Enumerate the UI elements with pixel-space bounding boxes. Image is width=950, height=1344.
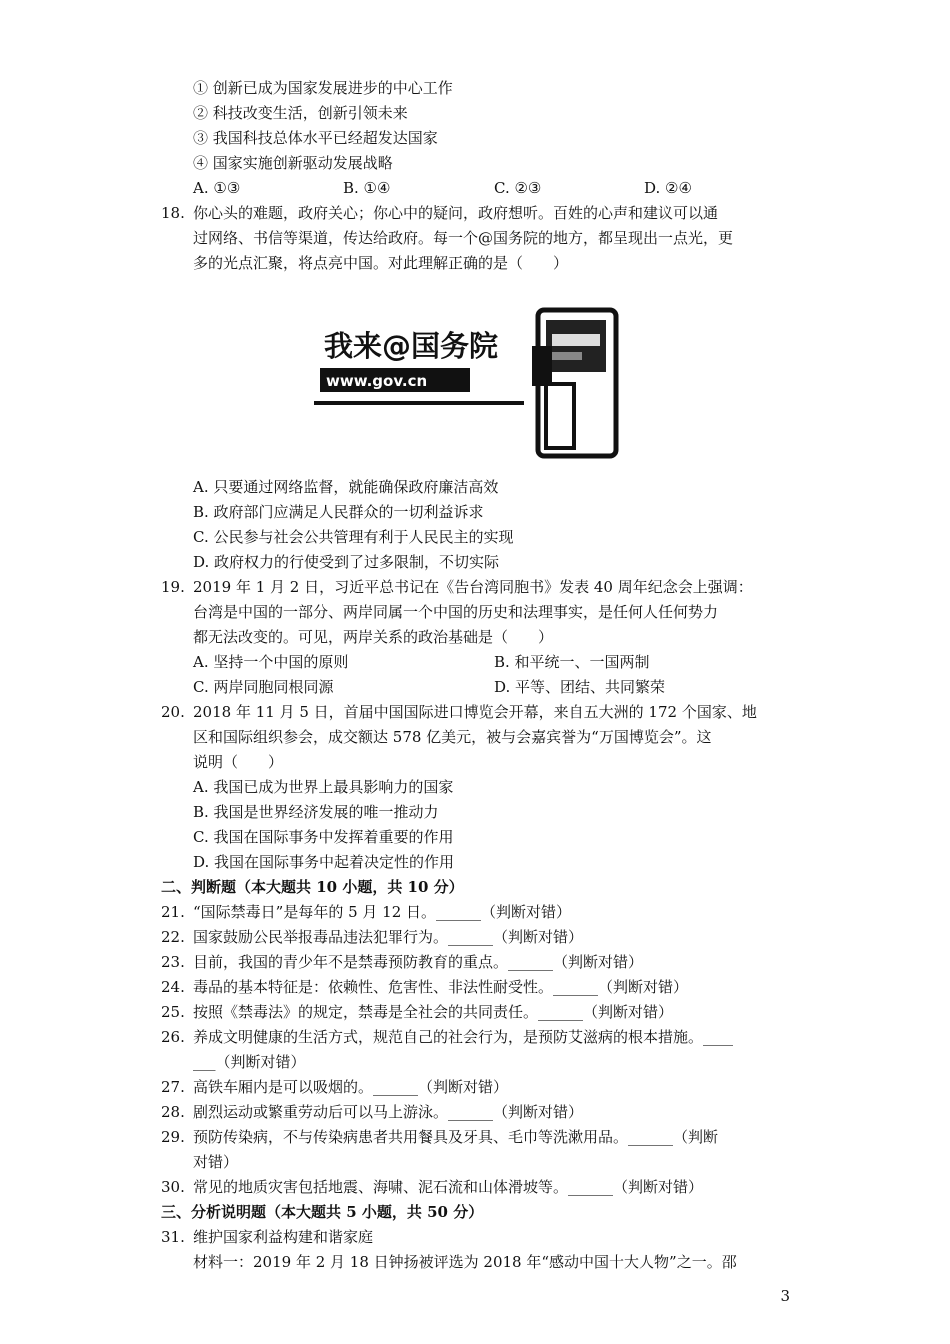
q19-option-b: B. 和平统一、一国两制: [494, 653, 650, 671]
figure-url: www.gov.cn: [326, 372, 428, 390]
q18-option-b: B. 政府部门应满足人民群众的一切利益诉求: [193, 503, 484, 521]
section-2-heading: 二、判断题（本大题共 10 小题，共 10 分）: [161, 878, 464, 896]
q19-text-line-3: 都无法改变的。可见，两岸关系的政治基础是（ ）: [193, 628, 554, 646]
q17-option-d: D. ②④: [644, 179, 692, 197]
q20-option-c: C. 我国在国际事务中发挥着重要的作用: [193, 828, 454, 846]
q18-text-line-1: 你心头的难题，政府关心；你心中的疑问，政府想听。百姓的心声和建议可以通: [193, 204, 719, 222]
q20-number: 20.: [161, 703, 185, 721]
phone-screen-content-2: [552, 352, 582, 360]
q17-statement-1: ① 创新已成为国家发展进步的中心工作: [193, 79, 453, 97]
q25-text: 按照《禁毒法》的规定，禁毒是全社会的共同责任。______（判断对错）: [193, 1003, 674, 1021]
q20-option-b: B. 我国是世界经济发展的唯一推动力: [193, 803, 439, 821]
q25-number: 25.: [161, 1003, 185, 1021]
q17-option-b: B. ①④: [343, 179, 391, 197]
q18-option-a: A. 只要通过网络监督，就能确保政府廉洁高效: [193, 478, 499, 496]
gov-figure: [310, 300, 630, 460]
q31-material: 材料一：2019 年 2 月 18 日钟扬被评选为 2018 年“感动中国十大人物”之一。邵: [193, 1253, 737, 1271]
q23-text: 目前，我国的青少年不是禁毒预防教育的重点。______（判断对错）: [193, 953, 644, 971]
q26-number: 26.: [161, 1028, 185, 1046]
q18-option-c: C. 公民参与社会公共管理有利于人民民主的实现: [193, 528, 514, 546]
q30-text: 常见的地质灾害包括地震、海啸、泥石流和山体滑坡等。______（判断对错）: [193, 1178, 704, 1196]
q23-number: 23.: [161, 953, 185, 971]
q24-text: 毒品的基本特征是：依赖性、危害性、非法性耐受性。______（判断对错）: [193, 978, 689, 996]
q31-number: 31.: [161, 1228, 185, 1246]
q18-text-line-2: 过网络、书信等渠道，传达给政府。每一个@国务院的地方，都呈现出一点光，更: [193, 229, 734, 247]
q20-option-a: A. 我国已成为世界上最具影响力的国家: [193, 778, 454, 796]
q20-text-line-1: 2018 年 11 月 5 日，首届中国国际进口博览会开幕，来自五大洲的 172 个国家、地: [193, 703, 757, 721]
figure-title: 我来@国务院: [324, 329, 499, 363]
q19-text-line-1: 2019 年 1 月 2 日，习近平总书记在《告台湾同胞书》发表 40 周年纪念会上强调：: [193, 578, 753, 596]
q19-option-a: A. 坚持一个中国的原则: [193, 653, 349, 671]
figure-underline: [314, 401, 524, 405]
q26-text-line-1: 养成文明健康的生活方式，规范自己的社会行为，是预防艾滋病的根本措施。____: [193, 1028, 734, 1046]
q29-number: 29.: [161, 1128, 185, 1146]
section-3-heading: 三、分析说明题（本大题共 5 小题，共 50 分）: [161, 1203, 484, 1221]
q20-text-line-3: 说明（ ）: [193, 753, 284, 771]
q20-option-d: D. 我国在国际事务中起着决定性的作用: [193, 853, 455, 871]
q17-option-a: A. ①③: [193, 179, 241, 197]
gov-figure-image: [310, 300, 630, 460]
q28-text: 剧烈运动或繁重劳动后可以马上游泳。______（判断对错）: [193, 1103, 584, 1121]
q17-statement-4: ④ 国家实施创新驱动发展战略: [193, 154, 393, 172]
q18-text-line-3: 多的光点汇聚，将点亮中国。对此理解正确的是（ ）: [193, 254, 569, 272]
q31-title: 维护国家利益构建和谐家庭: [193, 1228, 374, 1246]
q19-number: 19.: [161, 578, 185, 596]
q22-number: 22.: [161, 928, 185, 946]
q27-text: 高铁车厢内是可以吸烟的。______（判断对错）: [193, 1078, 509, 1096]
q30-number: 30.: [161, 1178, 185, 1196]
q19-option-c: C. 两岸同胞同根同源: [193, 678, 334, 696]
q18-number: 18.: [161, 204, 185, 222]
q21-text: “国际禁毒日”是每年的 5 月 12 日。______（判断对错）: [193, 903, 572, 921]
q27-number: 27.: [161, 1078, 185, 1096]
q17-option-c: C. ②③: [494, 179, 542, 197]
q29-text-line-1: 预防传染病，不与传染病患者共用餐具及牙具、毛巾等洗漱用品。______（判断: [193, 1128, 719, 1146]
q17-statement-2: ② 科技改变生活，创新引领未来: [193, 104, 408, 122]
q20-text-line-2: 区和国际组织参会，成交额达 578 亿美元，被与会嘉宾誉为“万国博览会”。这: [193, 728, 712, 746]
q22-text: 国家鼓励公民举报毒品违法犯罪行为。______（判断对错）: [193, 928, 584, 946]
q24-number: 24.: [161, 978, 185, 996]
q21-number: 21.: [161, 903, 185, 921]
phone-screen-content: [552, 334, 600, 346]
q19-option-d: D. 平等、团结、共同繁荣: [494, 678, 666, 696]
device-side-icon: [532, 346, 552, 386]
q28-number: 28.: [161, 1103, 185, 1121]
q18-option-d: D. 政府权力的行使受到了过多限制，不切实际: [193, 553, 500, 571]
q29-text-line-2: 对错）: [193, 1153, 239, 1171]
q26-text-line-2: ___（判断对错）: [193, 1053, 306, 1071]
phone-panel: [546, 384, 574, 448]
q17-statement-3: ③ 我国科技总体水平已经超发达国家: [193, 129, 438, 147]
q19-text-line-2: 台湾是中国的一部分、两岸同属一个中国的历史和法理事实，是任何人任何势力: [193, 603, 719, 621]
page-number: 3: [780, 1287, 790, 1305]
